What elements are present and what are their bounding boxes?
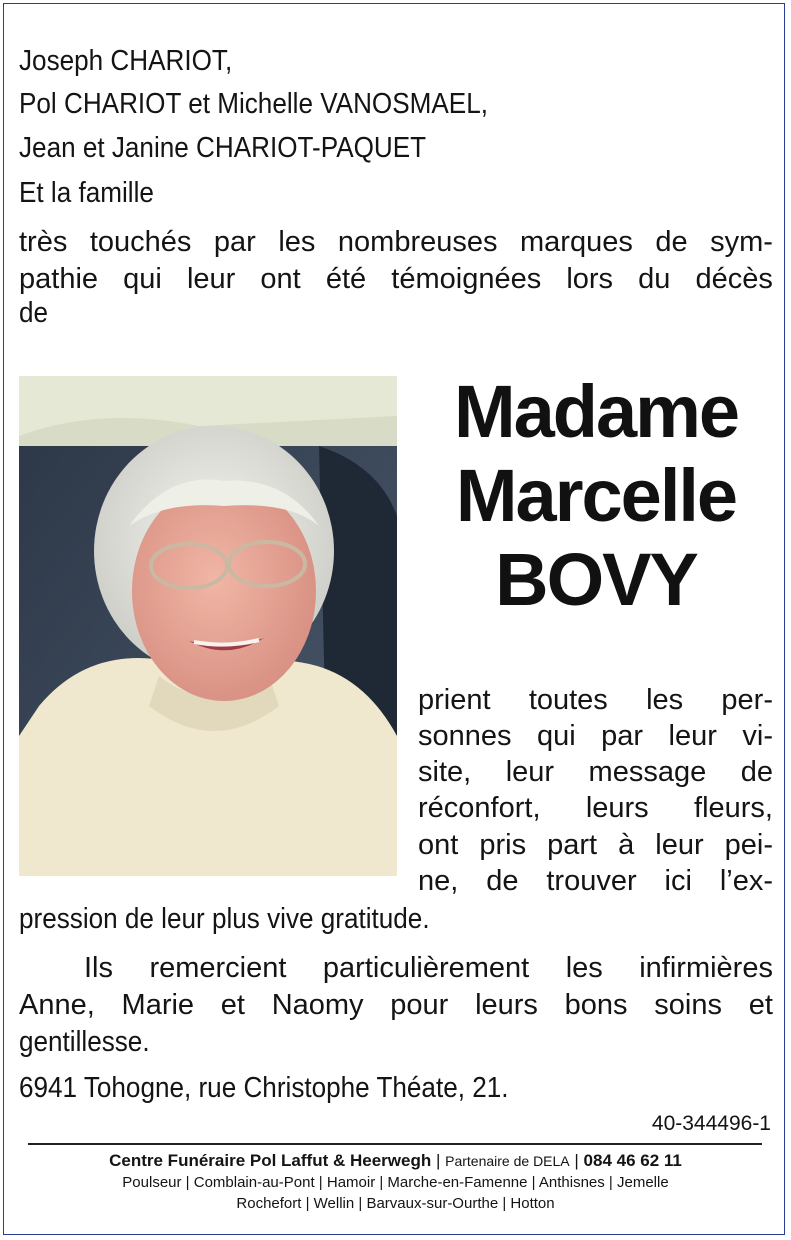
deceased-last-name: BOVY [495, 538, 697, 621]
word: pris [479, 829, 527, 861]
word: part [547, 829, 598, 861]
word: Ils [84, 952, 113, 984]
word: nombreuses [337, 226, 498, 258]
word: pei- [724, 829, 773, 861]
word: soins [654, 989, 722, 1021]
word: les [646, 684, 684, 716]
word: sym- [710, 226, 773, 258]
word: particulièrement [322, 952, 530, 984]
word: qui [123, 263, 162, 295]
word: vi- [742, 720, 773, 752]
word: l’ex- [719, 865, 773, 897]
word: toutes [528, 684, 608, 716]
footer-divider [28, 1143, 762, 1145]
word: leur [668, 720, 717, 752]
word: touchés [89, 226, 192, 258]
word: du [638, 263, 671, 295]
intro-line-2 [19, 261, 773, 297]
family-line-3: Jean et Janine CHARIOT-PAQUET [19, 132, 427, 164]
word: décès [695, 263, 773, 295]
intro-line-3: de [19, 297, 49, 329]
body-full-line: pression de leur plus vive gratitude. [19, 903, 430, 935]
word: bons [564, 989, 628, 1021]
word: de [486, 865, 519, 897]
word: qui [536, 720, 576, 752]
partner-text: Partenaire de DELA [445, 1153, 570, 1169]
separator: | [435, 1151, 441, 1170]
word: fleurs, [694, 792, 773, 824]
funeral-home-name: Centre Funéraire Pol Laffut & Heerwegh [109, 1151, 432, 1170]
portrait-photo [19, 376, 397, 876]
word: très [19, 226, 68, 258]
word: leur [505, 756, 555, 788]
intro-line-1 [19, 224, 773, 260]
word: marques [520, 226, 633, 258]
family-line-4: Et la famille [19, 177, 154, 209]
thanks-line-3: gentillesse. [19, 1026, 150, 1058]
word: leur [655, 829, 704, 861]
body-side-line-6 [418, 863, 773, 899]
word: leurs [475, 989, 538, 1021]
locations-line-1: Poulseur | Comblain-au-Pont | Hamoir | Marche-en-Famenne | Anthisnes | Jemelle [122, 1174, 669, 1191]
thanks-line-1 [84, 950, 773, 986]
word: à [618, 829, 635, 861]
address: 6941 Tohogne, rue Christophe Théate, 21. [19, 1072, 509, 1104]
word: leurs [585, 792, 649, 824]
word: et [220, 989, 245, 1021]
word: Naomy [271, 989, 364, 1021]
word: les [278, 226, 316, 258]
word: ont [260, 263, 301, 295]
word: réconfort, [418, 792, 541, 824]
word: per- [721, 684, 773, 716]
word: témoignées [391, 263, 542, 295]
phone-number: 084 46 62 11 [583, 1151, 682, 1170]
word: prient [418, 684, 491, 716]
word: remercient [149, 952, 287, 984]
word: par [601, 720, 644, 752]
body-side-line-1 [418, 682, 773, 718]
word: leur [186, 263, 236, 295]
word: trouver [546, 865, 637, 897]
word: de [740, 756, 773, 788]
word: sonnes [418, 720, 512, 752]
word: ne, [418, 865, 459, 897]
word: Anne, [19, 989, 95, 1021]
word: et [748, 989, 773, 1021]
word: de [655, 226, 688, 258]
family-line-2: Pol CHARIOT et Michelle VANOSMAEL, [19, 88, 488, 120]
word: été [325, 263, 367, 295]
funeral-home-line [8, 1150, 783, 1172]
body-side-line-3 [418, 754, 773, 790]
word: les [565, 952, 603, 984]
word: ici [664, 865, 692, 897]
deceased-first-name: Marcelle [455, 454, 737, 537]
word: pathie [19, 263, 99, 295]
word: message [588, 756, 707, 788]
word: ont [418, 829, 459, 861]
word: lors [566, 263, 614, 295]
family-line-1: Joseph CHARIOT, [19, 45, 233, 77]
thanks-line-2 [19, 987, 773, 1023]
body-side-line-5 [418, 827, 773, 863]
word: infirmières [639, 952, 773, 984]
deceased-title: Madame [453, 370, 739, 453]
separator: | [574, 1151, 579, 1170]
locations-line-2: Rochefort | Wellin | Barvaux-sur-Ourthe | Hotton [236, 1195, 555, 1212]
body-side-line-4 [418, 790, 773, 826]
body-side-line-2 [418, 718, 773, 754]
word: site, [418, 756, 472, 788]
reference-number: 40-344496-1 [651, 1112, 771, 1135]
word: Marie [121, 989, 195, 1021]
word: pour [390, 989, 449, 1021]
word: par [213, 226, 256, 258]
